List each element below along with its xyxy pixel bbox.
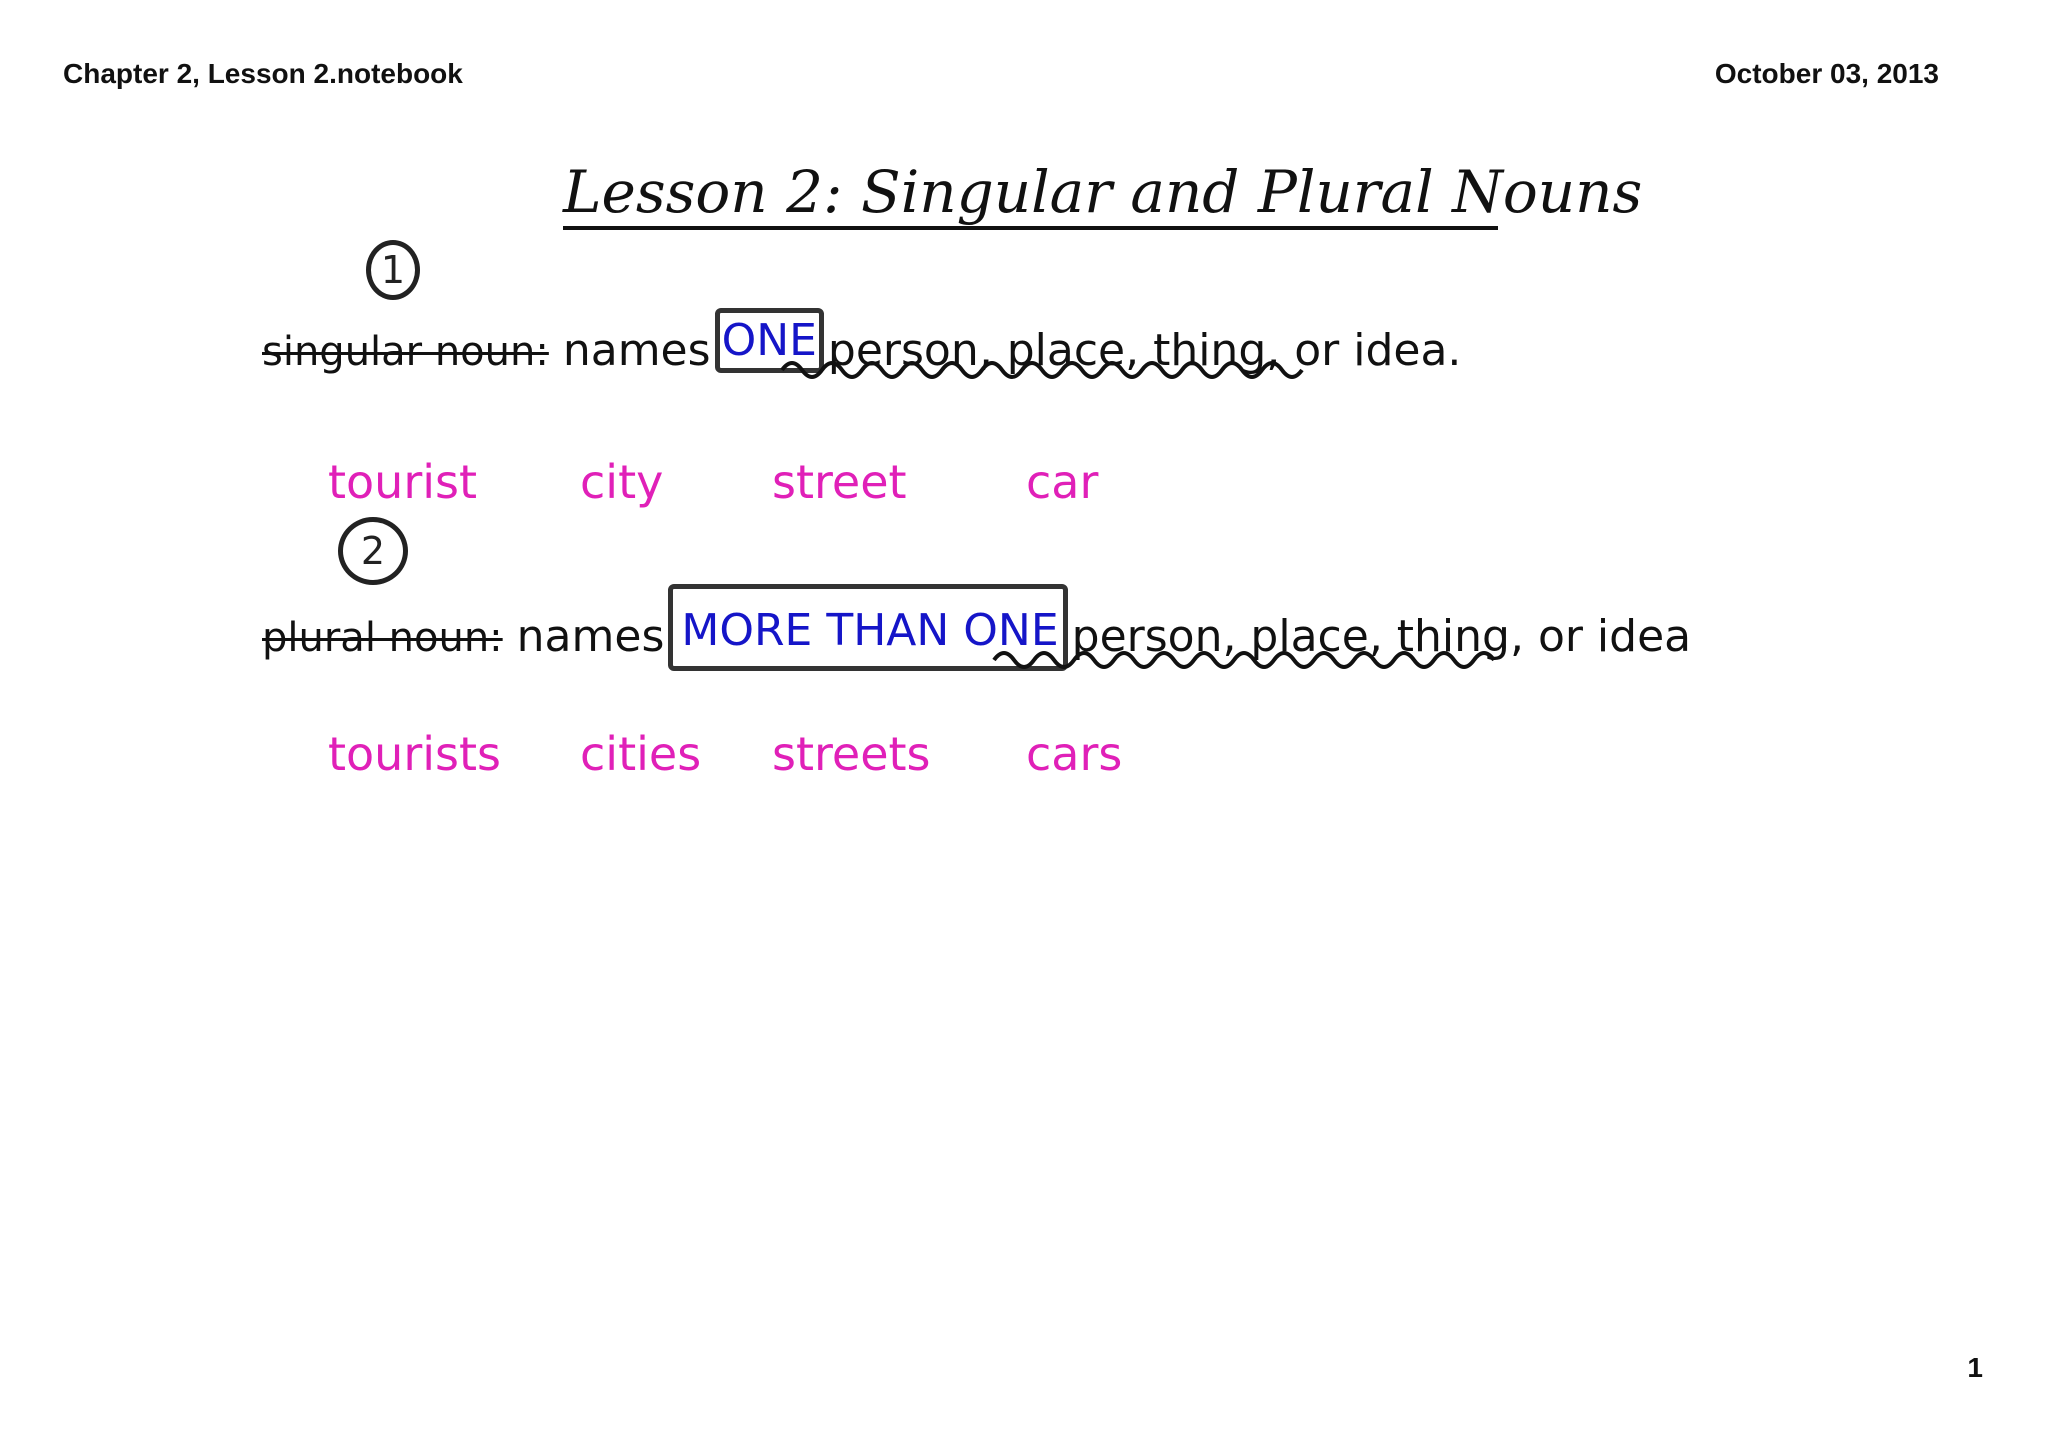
example-plural-1: tourists (328, 727, 501, 781)
circled-number-1: 1 (366, 240, 420, 300)
example-singular-3: street (772, 455, 907, 509)
singular-term: singular noun: (262, 329, 549, 375)
highlight-more-than-one: MORE THAN ONE (668, 584, 1067, 671)
lesson-title: Lesson 2: Singular and Plural Nouns (563, 158, 1643, 226)
definition-rest: person, place, thing, or idea. (827, 325, 1462, 376)
circled-number-2: 2 (338, 517, 408, 585)
squiggle-underline-2 (992, 642, 1512, 676)
example-plural-3: streets (772, 727, 931, 781)
names-word: names (516, 611, 665, 662)
definition-rest: person, place, thing, or idea (1071, 611, 1692, 662)
notebook-date: October 03, 2013 (1714, 58, 1939, 89)
example-plural-2: cities (580, 727, 702, 781)
example-singular-2: city (580, 455, 664, 509)
squiggle-underline-1 (780, 352, 1310, 386)
page-number: 1 (1967, 1352, 1983, 1383)
example-singular-4: car (1026, 455, 1099, 509)
title-underline (563, 226, 1498, 230)
example-plural-4: cars (1026, 727, 1123, 781)
plural-term: plural noun: (262, 615, 503, 661)
names-word: names (562, 325, 711, 376)
notebook-filename: Chapter 2, Lesson 2.notebook (63, 58, 463, 89)
highlight-one: ONE (715, 308, 824, 373)
example-singular-1: tourist (328, 455, 478, 509)
